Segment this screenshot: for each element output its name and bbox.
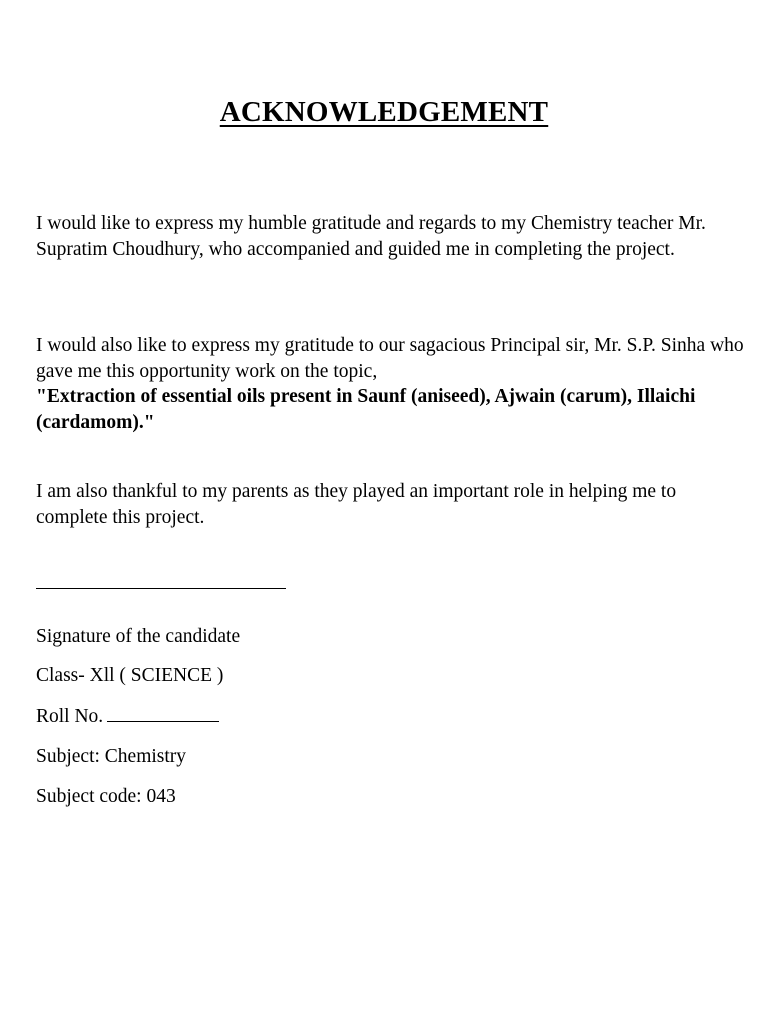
paragraph-teacher-thanks: I would like to express my humble gratitude and regards to my Chemistry teacher Mr. Supratim Choudhury, who accompanied and guided me in completing the project. — [36, 213, 706, 260]
paragraph-principal-thanks — [36, 333, 746, 435]
subject-label: Subject: Chemistry — [36, 746, 187, 767]
project-topic: "Extraction of essential oils present in Saunf (aniseed), Ajwain (carum), Illaichi (cardamom)." — [36, 386, 696, 433]
subject-code-label: Subject code: 043 — [36, 786, 176, 807]
signature-line — [36, 588, 286, 589]
roll-number-row — [36, 703, 219, 729]
class-label: Class- Xll ( SCIENCE ) — [36, 665, 224, 686]
signature-label: Signature of the candidate — [36, 626, 241, 647]
page-title: ACKNOWLEDGEMENT — [219, 96, 549, 128]
paragraph-parents-thanks: I am also thankful to my parents as they played an important role in helping me to complete this project. — [36, 481, 677, 528]
roll-number-blank — [107, 703, 219, 722]
roll-number-label: Roll No. — [36, 706, 104, 727]
paragraph-principal-intro: I would also like to express my gratitude to our sagacious Principal sir, Mr. S.P. Sinha who gave me this opportunity work on the topic, — [36, 335, 744, 382]
